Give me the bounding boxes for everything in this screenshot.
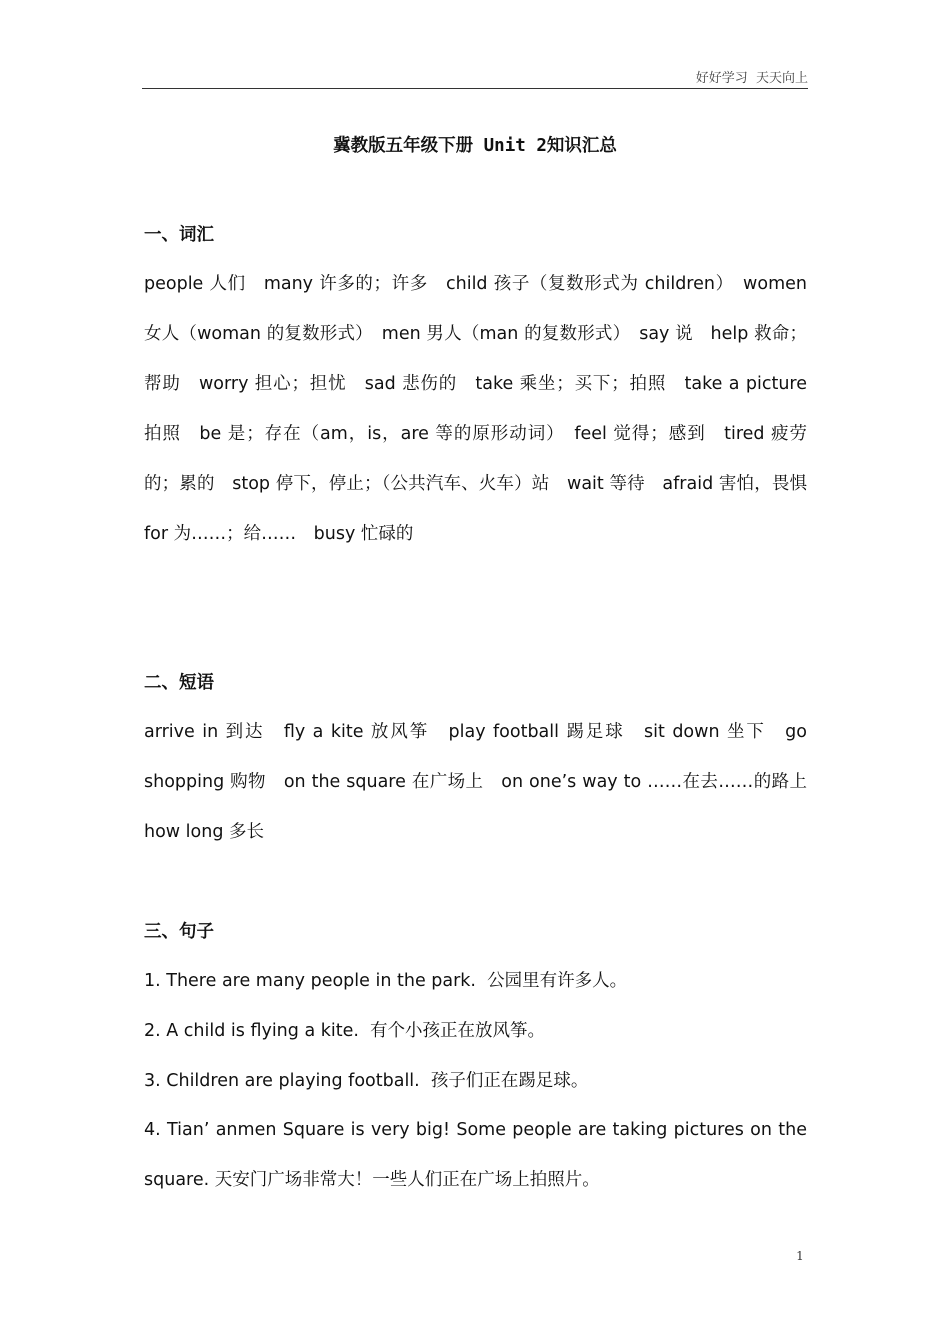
sentence-item: 1. There are many people in the park. 公园里有许多人。 — [144, 971, 628, 991]
page-header — [142, 64, 808, 89]
page-number: 1 — [796, 1249, 804, 1263]
document-title: 冀教版五年级下册 Unit 2知识汇总 — [333, 136, 617, 156]
vocab-paragraph: people 人们 many 许多的；许多 child 孩子（复数形式为 children） women 女人（woman 的复数形式） men 男人（man 的复数形式） say 说 help 救命；帮助 worry 担心；担忧 sad 悲伤的 take 乘坐；买下；拍照 take a picture 拍照 be 是；存在（am，is，are 等的原形动词） feel 觉得；感到 tired 疲劳的；累的 stop 停下，停止；（公共汽车、火车）站 wait 等待 afraid 害怕，畏惧 for 为……；给…… busy 忙碌的 — [144, 274, 825, 544]
sentence-item: 2. A child is flying a kite. 有个小孩正在放风筝。 — [144, 1021, 546, 1041]
sentence-item: 4. Tian’ anmen Square is very big! Some people are taking pictures on the square. 天安门广场非常大！一些人们正在广场上拍照片。 — [144, 1120, 807, 1190]
header-motto: 好好学习 天天向上 — [695, 71, 808, 86]
phrases-paragraph: arrive in 到达 fly a kite 放风筝 play football 踢足球 sit down 坐下 go shopping 购物 on the square 在广场上 on one’s way to ……在去……的路上 how long 多长 — [144, 722, 825, 842]
section-heading-phrases: 二、短语 — [144, 673, 214, 693]
sentence-item: 3. Children are playing football. 孩子们正在踢足球。 — [144, 1071, 589, 1091]
section-heading-sentences: 三、句子 — [144, 922, 214, 942]
section-heading-vocab: 一、词汇 — [144, 225, 214, 245]
